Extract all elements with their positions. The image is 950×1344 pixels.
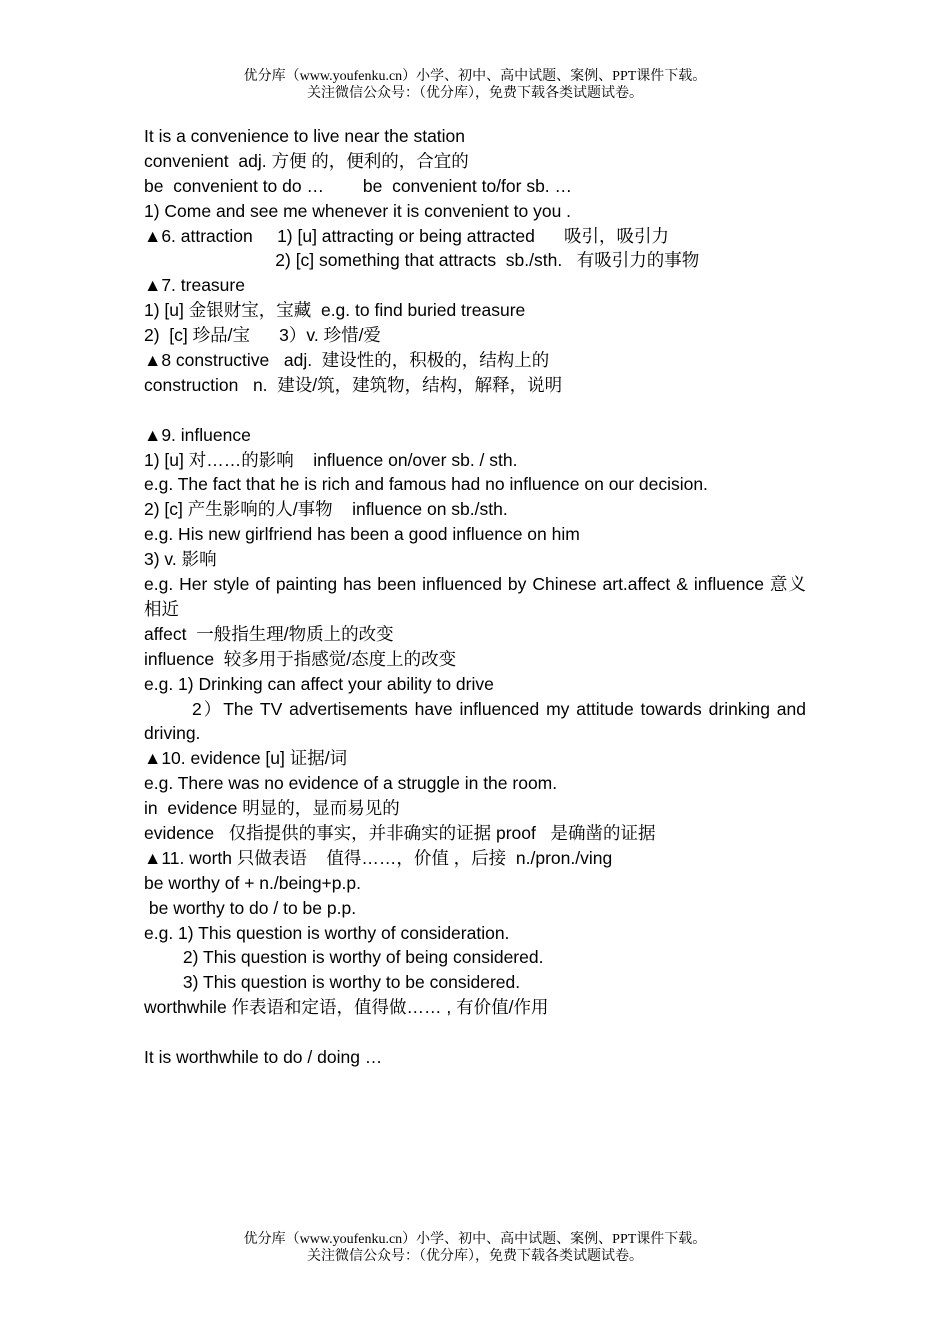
text-line: ▲11. worth 只做表语 值得……，价值 ，后接 n./pron./ving [144, 847, 613, 868]
page-footer [0, 1231, 950, 1265]
text-line: 1) [u] 对……的影响 influence on/over sb. / sth. [144, 449, 518, 470]
text-line: ▲9. influence [144, 424, 251, 445]
document-body [144, 124, 811, 1070]
text-line: 2) [c] 珍品/宝 3）v. 珍惜/爱 [144, 325, 381, 346]
text-line: e.g. 1) This question is worthy of consideration. [144, 922, 510, 943]
text-line: 3) v. 影响 [144, 549, 217, 570]
text-line: 1) [u] 金银财宝，宝藏 e.g. to find buried treasure [144, 300, 526, 321]
text-line: 1) Come and see me whenever it is convenient to you . [144, 200, 572, 221]
blank-line [144, 1020, 806, 1045]
text-line: 2）The TV advertisements have influenced my attitude towards drinking and driving. [144, 698, 811, 744]
footer-line-1: 优分库（www.youfenku.cn）小学、初中、高中试题、案例、PPT课件下载。 [243, 1232, 707, 1247]
text-line: 2) [c] something that attracts sb./sth. 有吸引力的事物 [144, 250, 700, 271]
text-line: ▲10. evidence [u] 证据/词 [144, 748, 348, 769]
text-line: 2) [c] 产生影响的人/事物 influence on sb./sth. [144, 499, 508, 520]
text-line: e.g. 1) Drinking can affect your ability to drive [144, 673, 494, 694]
text-line: 2) This question is worthy of being considered. [144, 947, 544, 968]
text-line: construction n. 建设/筑，建筑物，结构，解释，说明 [144, 374, 563, 395]
text-line: e.g. There was no evidence of a struggle in the room. [144, 773, 558, 794]
text-line: worthwhile 作表语和定语，值得做…… , 有价值/作用 [144, 997, 549, 1018]
text-line: convenient adj. 方便 的，便利的，合宜的 [144, 150, 469, 171]
text-line: 3) This question is worthy to be considered. [144, 972, 521, 993]
footer-line-2: 关注微信公众号：（优分库），免费下载各类试题试卷。 [307, 1249, 643, 1264]
text-line: It is a convenience to live near the station [144, 126, 466, 146]
text-line: be worthy to do / to be p.p. [144, 897, 357, 918]
text-line: be worthy of + n./being+p.p. [144, 872, 361, 893]
text-line: influence 较多用于指感觉/态度上的改变 [144, 648, 457, 669]
text-line: evidence 仅指提供的事实，并非确实的证据 proof 是确凿的证据 [144, 823, 656, 843]
text-line: affect 一般指生理/物质上的改变 [144, 623, 394, 644]
text-line: It is worthwhile to do / doing … [144, 1047, 383, 1068]
text-line: e.g. The fact that he is rich and famous had no influence on our decision. [144, 474, 708, 495]
text-line: e.g. Her style of painting has been influenced by Chinese art.affect & influence 意义相近 [144, 574, 806, 619]
text-line: be convenient to do … be convenient to/for sb. … [144, 175, 573, 196]
header-line-2: 关注微信公众号：（优分库），免费下载各类试题试卷。 [307, 86, 643, 101]
text-line: ▲7. treasure [144, 275, 245, 296]
text-line: in evidence 明显的，显而易见的 [144, 798, 400, 819]
page-header [0, 68, 950, 102]
text-line: ▲8 constructive adj. 建设性的，积极的，结构上的 [144, 350, 550, 371]
text-line: e.g. His new girlfriend has been a good influence on him [144, 524, 580, 545]
blank-line [144, 398, 806, 423]
header-line-1: 优分库（www.youfenku.cn）小学、初中、高中试题、案例、PPT课件下载。 [243, 69, 707, 84]
text-line: ▲6. attraction 1) [u] attracting or being attracted 吸引，吸引力 [144, 225, 670, 246]
